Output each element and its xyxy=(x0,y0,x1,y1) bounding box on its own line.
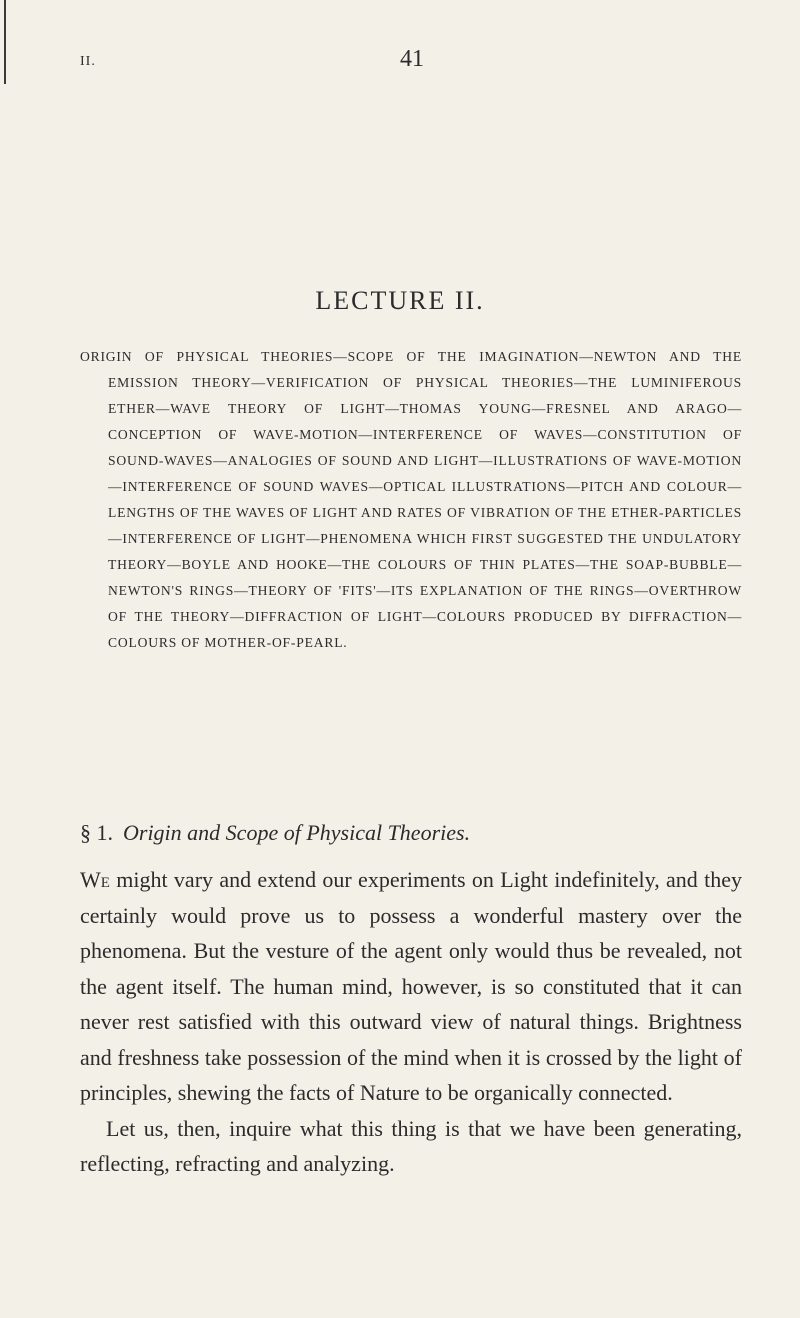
lecture-synopsis: ORIGIN OF PHYSICAL THEORIES—SCOPE OF THE IMAGINATION—NEWTON AND THE EMISSION THEORY—VERIFICATION OF PHYSICAL THEORIES—THE LUMINIFEROUS ETHER—WAVE THEORY OF LIGHT—THOMAS YOUNG—FRESNEL AND ARAGO—CONCEPTION OF WAVE-MOTION—INTERFERENCE OF WAVES—CONSTITUTION OF SOUND-WAVES—ANALOGIES OF SOUND AND LIGHT—ILLUSTRATIONS OF WAVE-MOTION—INTERFERENCE OF SOUND WAVES—OPTICAL ILLUSTRATIONS—PITCH AND COLOUR—LENGTHS OF THE WAVES OF LIGHT AND RATES OF VIBRATION OF THE ETHER-PARTICLES—INTERFERENCE OF LIGHT—PHENOMENA WHICH FIRST SUGGESTED THE UNDULATORY THEORY—BOYLE AND HOOKE—THE COLOURS OF THIN PLATES—THE SOAP-BUBBLE—NEWTON'S RINGS—THEORY OF 'FITS'—ITS EXPLANATION OF THE RINGS—OVERTHROW OF THE THEORY—DIFFRACTION OF LIGHT—COLOURS PRODUCED BY DIFFRACTION—COLOURS OF MOTHER-OF-PEARL. xyxy=(80,349,742,650)
section-title: Origin and Scope of Physical Theories. xyxy=(123,820,471,845)
running-head xyxy=(80,46,720,76)
chapter-mark: II. xyxy=(80,54,96,69)
section-number: § 1. xyxy=(80,820,113,845)
body-text xyxy=(80,862,742,1182)
paragraph-1-lead: We xyxy=(80,867,110,892)
paragraph-1 xyxy=(80,862,742,1111)
section-heading xyxy=(80,820,740,846)
page-number: 41 xyxy=(400,46,424,72)
scan-margin-rule xyxy=(4,0,6,84)
lecture-title: LECTURE II. xyxy=(315,286,485,315)
paragraph-1-text: might vary and extend our experiments on Light indefinitely, and they certainly would prove us to possess a wonderful mastery over the phenomena. But the vesture of the agent only would thus be revealed, not the agent itself. The human mind, however, is so constituted that it can never rest satisfied with this outward view of natural things. Brightness and freshness take possession of the mind when it is crossed by the light of principles, shewing the facts of Nature to be organically connected. xyxy=(80,867,742,1105)
paragraph-2: Let us, then, inquire what this thing is that we have been generating, reflecting, refracting and analyzing. xyxy=(80,1115,742,1176)
